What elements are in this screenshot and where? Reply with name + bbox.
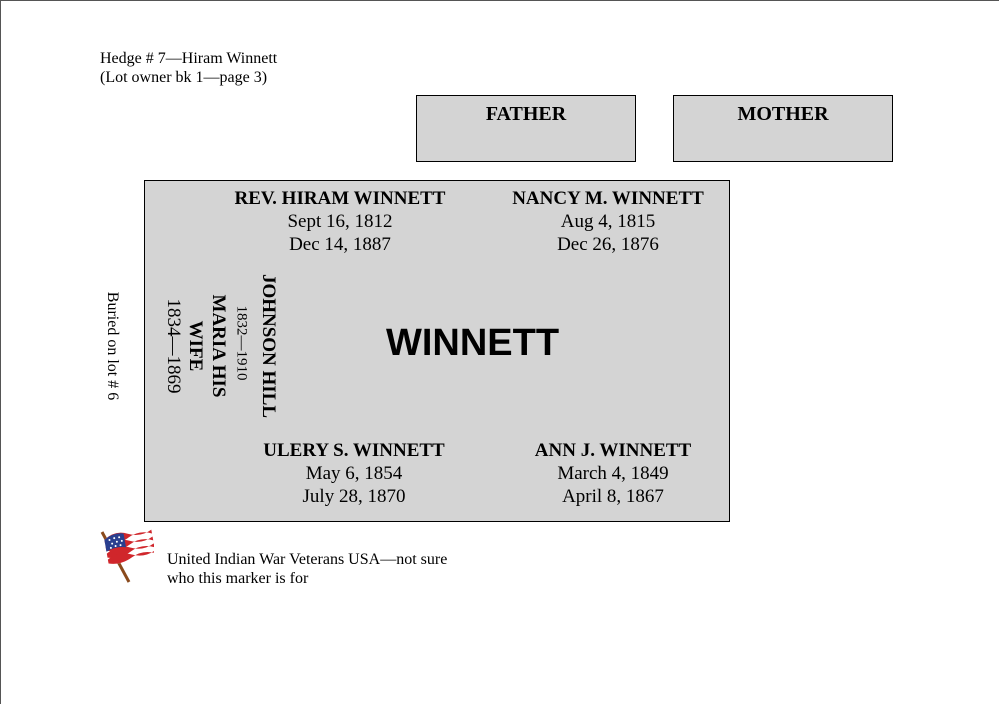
maria-name: MARIA HIS xyxy=(208,294,229,398)
birth-date: Aug 4, 1815 xyxy=(560,211,656,232)
maria-dates: 1834—1869 xyxy=(163,298,184,394)
person-ulery xyxy=(256,439,452,508)
wife-label: WIFE xyxy=(185,320,206,372)
mother-label: MOTHER xyxy=(737,103,829,125)
person-hiram xyxy=(227,187,453,256)
person-name: ULERY S. WINNETT xyxy=(263,440,445,461)
marker-note xyxy=(167,550,447,588)
person-ann xyxy=(528,439,698,508)
plot-header xyxy=(100,49,277,87)
hedge-title: Hedge # 7—Hiram Winnett xyxy=(100,50,278,67)
buried-note: Buried on lot # 6 xyxy=(104,291,121,401)
johnson-hill-name: JOHNSON HILL xyxy=(258,273,279,419)
person-nancy xyxy=(504,187,712,256)
person-name: ANN J. WINNETT xyxy=(534,440,692,461)
johnson-hill-dates: 1832—1910 xyxy=(233,305,250,381)
us-flag-icon xyxy=(98,526,154,584)
father-label: FATHER xyxy=(485,103,567,125)
death-date: April 8, 1867 xyxy=(562,486,664,507)
death-date: Dec 26, 1876 xyxy=(557,234,659,255)
mother-box xyxy=(673,95,893,162)
father-box xyxy=(416,95,636,162)
death-date: Dec 14, 1887 xyxy=(289,234,391,255)
family-name: WINNETT xyxy=(385,322,560,364)
birth-date: May 6, 1854 xyxy=(305,463,403,484)
birth-date: Sept 16, 1812 xyxy=(287,211,393,232)
birth-date: March 4, 1849 xyxy=(557,463,669,484)
marker-note-line2: who this marker is for xyxy=(167,570,309,587)
person-name: REV. HIRAM WINNETT xyxy=(234,188,446,209)
person-name: NANCY M. WINNETT xyxy=(512,188,704,209)
lot-owner-note: (Lot owner bk 1—page 3) xyxy=(100,69,268,86)
death-date: July 28, 1870 xyxy=(302,486,406,507)
marker-note-line1: United Indian War Veterans USA—not sure xyxy=(167,551,448,568)
